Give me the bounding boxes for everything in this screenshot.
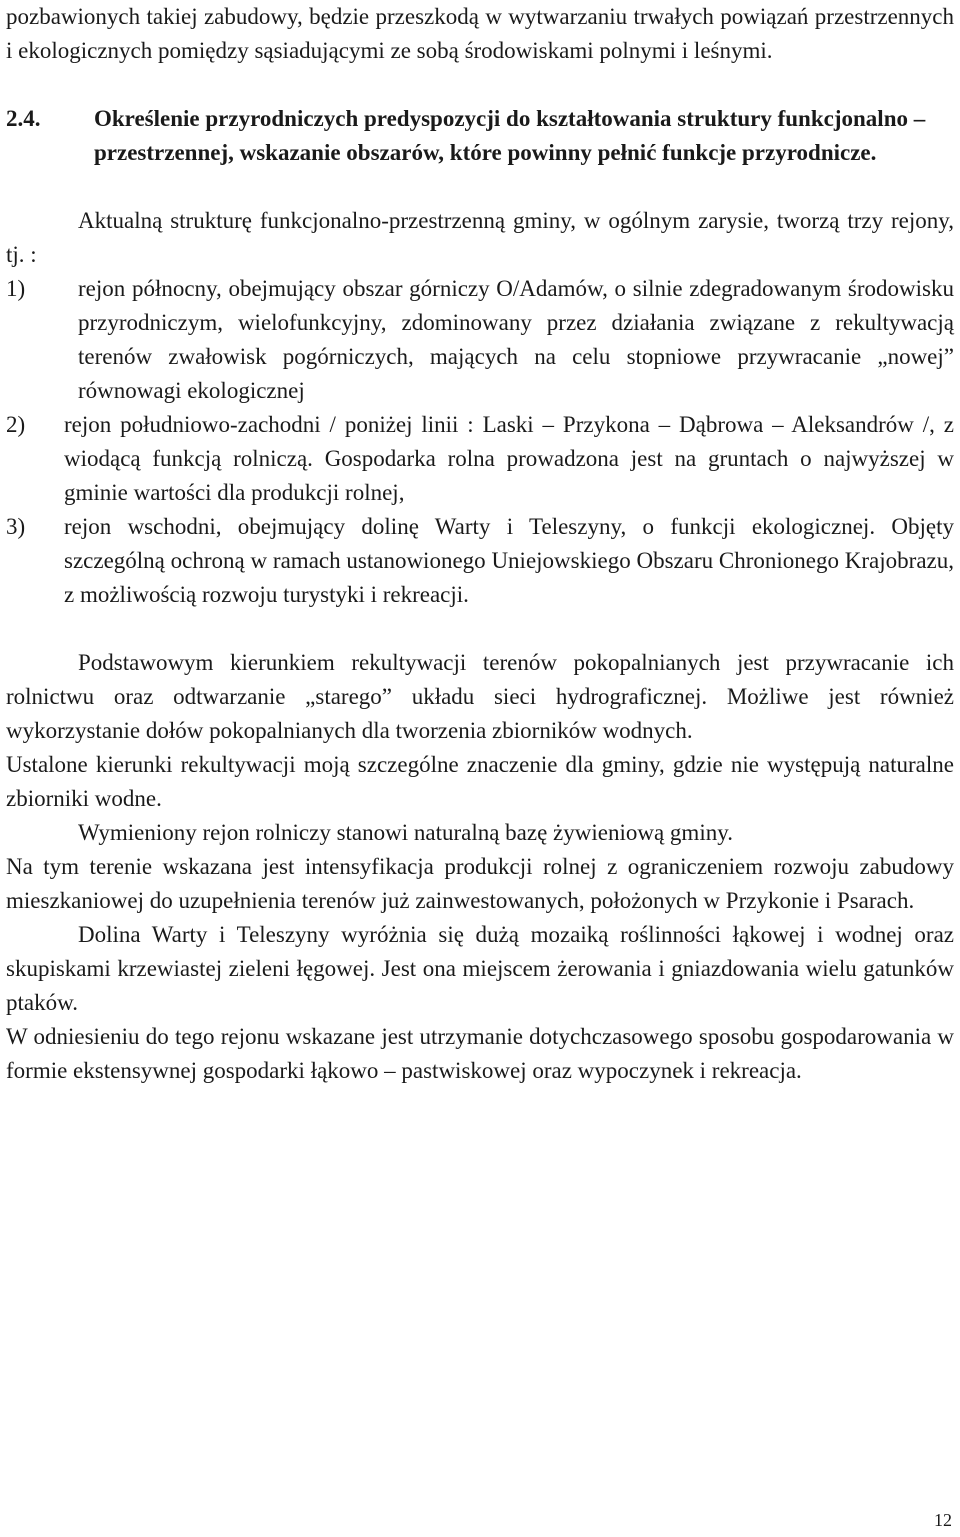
list-item xyxy=(6,408,954,510)
regions-list xyxy=(6,272,954,612)
body-paragraph: Wymieniony rejon rolniczy stanowi naturalną bazę żywieniową gminy. xyxy=(78,820,733,845)
body-paragraph: Podstawowym kierunkiem rekultywacji terenów pokopalnianych jest przywracanie ich rolnictwu oraz odtwarzanie „starego” układu sieci hydrograficznej. Możliwe jest również wykorzystanie dołów pokopalnianych dla tworzenia zbiorników wodnych. xyxy=(6,650,954,743)
section-number: 2.4. xyxy=(6,106,41,131)
page-number: 12 xyxy=(934,1510,952,1530)
list-item-number: 1) xyxy=(6,276,26,301)
list-item-text: rejon północny, obejmujący obszar górniczy O/Adamów, o silnie zdegradowanym środowisku przyrodniczym, wielofunkcyjny, zdominowany przez działania związane z rekultywacją terenów zwałowisk pogórniczych, mających na celu stopniowe przywracanie „nowej” równowagi ekologicznej xyxy=(78,276,954,403)
list-item-text: rejon wschodni, obejmujący dolinę Warty i Teleszyny, o funkcji ekologicznej. Objęty szczególną ochroną w ramach ustanowionego Uniejowskiego Obszaru Chronionego Krajobrazu, z możliwością rozwoju turystyki i rekreacji. xyxy=(64,514,954,607)
body-paragraph: Dolina Warty i Teleszyny wyróżnia się dużą mozaiką roślinności łąkowej i wodnej oraz skupiskami krzewiastej zieleni łęgowej. Jest ona miejscem żerowania i gniazdowania wielu gatunków ptaków. xyxy=(6,922,954,1015)
document-page xyxy=(6,0,954,1088)
list-item-number: 3) xyxy=(6,514,26,539)
list-item-number: 2) xyxy=(6,412,26,437)
list-item xyxy=(6,272,954,408)
list-item xyxy=(6,510,954,612)
list-item-text: rejon południowo-zachodni / poniżej linii : Laski – Przykona – Dąbrowa – Aleksandrów /, z wiodącą funkcją rolniczą. Gospodarka rolna prowadzona jest na gruntach o najwyższej w gminie wartości dla produkcji rolnej, xyxy=(64,412,954,505)
section-heading xyxy=(6,102,954,170)
body-paragraph: W odniesieniu do tego rejonu wskazane jest utrzymanie dotychczasowego sposobu gospodarowania w formie ekstensywnej gospodarki łąkowo – pastwiskowej oraz wypoczynek i rekreacja. xyxy=(6,1024,954,1083)
lead-paragraph: Aktualną strukturę funkcjonalno-przestrzenną gminy, w ogólnym zarysie, tworzą trzy rejony, tj. : xyxy=(6,208,954,267)
body-paragraph: Ustalone kierunki rekultywacji moją szczególne znaczenie dla gminy, gdzie nie występują naturalne zbiorniki wodne. xyxy=(6,752,954,811)
section-title: Określenie przyrodniczych predyspozycji do kształtowania struktury funkcjonalno – przestrzennej, wskazanie obszarów, które powinny pełnić funkcje przyrodnicze. xyxy=(94,106,926,165)
body-paragraph: Na tym terenie wskazana jest intensyfikacja produkcji rolnej z ograniczeniem rozwoju zabudowy mieszkaniowej do uzupełnienia terenów już zainwestowanych, położonych w Przykonie i Psarach. xyxy=(6,854,954,913)
intro-paragraph: pozbawionych takiej zabudowy, będzie przeszkodą w wytwarzaniu trwałych powiązań przestrzennych i ekologicznych pomiędzy sąsiadującymi ze sobą środowiskami polnymi i leśnymi. xyxy=(6,4,954,63)
